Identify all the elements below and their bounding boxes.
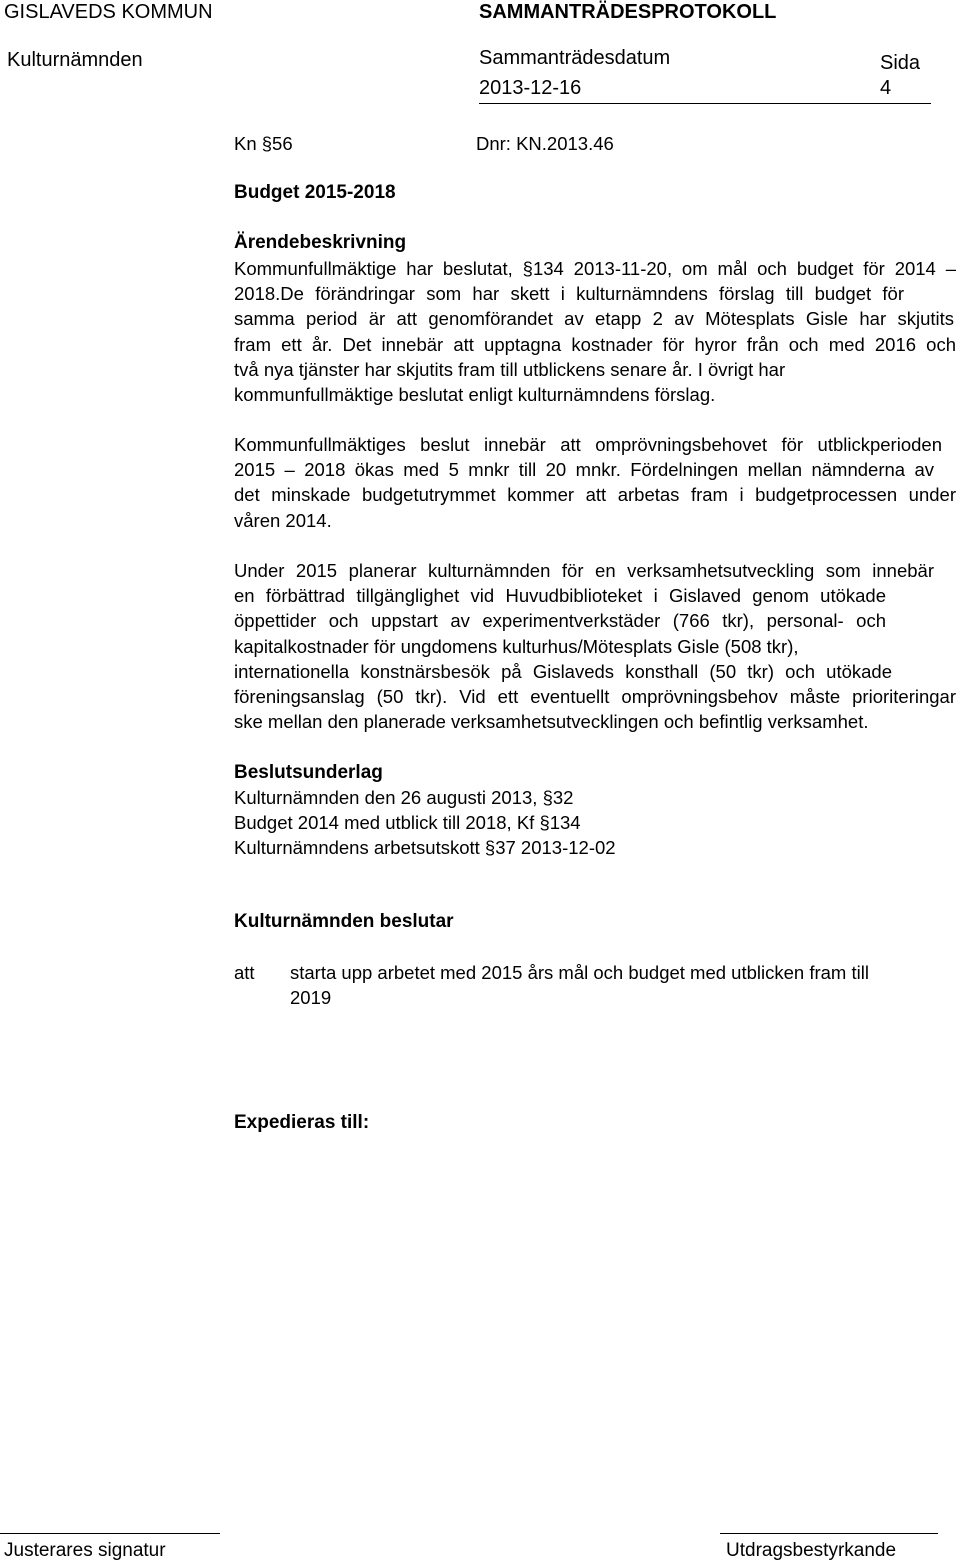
- description-paragraph-3: [234, 558, 956, 734]
- list-item: Kulturnämndens arbetsutskott §37 2013-12-02: [234, 837, 616, 859]
- description-paragraph-1: [234, 256, 956, 407]
- text-line: föreningsanslag (50 tkr). Vid ett eventuellt omprövningsbehov måste prioriteringar: [234, 686, 956, 708]
- signature-label: Justerares signatur: [4, 1540, 166, 1561]
- section-heading-arendebeskrivning: Ärendebeskrivning: [234, 232, 407, 253]
- text-line: 2018.De förändringar som har skett i kulturnämndens förslag till budget för: [234, 283, 904, 305]
- text-line: Kommunfullmäktige har beslutat, §134 2013-11-20, om mål och budget för 2014 –: [234, 258, 956, 279]
- description-paragraph-2: [234, 432, 956, 533]
- footer-rule-left: [0, 1533, 220, 1534]
- text-line: samma period är att genomförandet av etapp 2 av Mötesplats Gisle har skjutits: [234, 308, 954, 330]
- section-heading-beslutsunderlag: Beslutsunderlag: [234, 762, 383, 783]
- section-heading-decision: Kulturnämnden beslutar: [234, 911, 454, 932]
- decision-marker: att: [234, 962, 255, 983]
- meeting-date: 2013-12-16: [479, 77, 582, 99]
- meeting-date-label: Sammanträdesdatum: [479, 47, 671, 69]
- document-type: SAMMANTRÄDESPROTOKOLL: [479, 1, 777, 23]
- footer-rule-right: [720, 1533, 938, 1534]
- list-item: Kulturnämnden den 26 augusti 2013, §32: [234, 787, 574, 808]
- text-line: en förbättrad tillgänglighet vid Huvudbiblioteket i Gislaved genom utökade: [234, 585, 886, 607]
- text-line: fram ett år. Det innebär att upptagna kostnader för hyror från och med 2016 och: [234, 333, 956, 355]
- text-line: ske mellan den planerade verksamhetsutvecklingen och befintlig verksamhet.: [234, 711, 869, 733]
- text-line: internationella konstnärsbesök på Gislaveds konsthall (50 tkr) och utökade: [234, 660, 892, 682]
- text-line: kommunfullmäktige beslutat enligt kulturnämndens förslag.: [234, 384, 716, 406]
- text-line: Kommunfullmäktiges beslut innebär att omprövningsbehovet för utblickperioden: [234, 434, 942, 455]
- municipality-name: GISLAVEDS KOMMUN: [4, 1, 213, 23]
- case-paragraph: Kn §56: [234, 133, 293, 154]
- text-line: våren 2014.: [234, 509, 332, 531]
- section-heading-distribution: Expedieras till:: [234, 1112, 370, 1133]
- text-line: kapitalkostnader för ungdomens kulturhus/Mötesplats Gisle (508 tkr),: [234, 635, 799, 657]
- text-line: två nya tjänster har skjutits fram till utblickens senare år. I övrigt har: [234, 358, 786, 380]
- decision-basis-list: [234, 785, 956, 861]
- text-line: 2015 – 2018 ökas med 5 mnkr till 20 mnkr. Fördelningen mellan nämnderna av: [234, 459, 934, 481]
- text-line: Under 2015 planerar kulturnämnden för en verksamhetsutveckling som innebär: [234, 560, 934, 581]
- certification-label: Utdragsbestyrkande: [726, 1540, 897, 1561]
- decision-text: [290, 960, 950, 1010]
- text-line: det minskade budgetutrymmet kommer att arbetas fram i budgetprocessen under: [234, 484, 956, 506]
- page-number: 4: [880, 77, 892, 99]
- header-rule: [479, 103, 931, 104]
- case-title: Budget 2015-2018: [234, 182, 396, 203]
- case-dnr: Dnr: KN.2013.46: [476, 133, 614, 154]
- list-item: Budget 2014 med utblick till 2018, Kf §134: [234, 812, 581, 834]
- text-line: starta upp arbetet med 2015 års mål och budget med utblicken fram till: [290, 962, 869, 983]
- text-line: öppettider och uppstart av experimentverkstäder (766 tkr), personal- och: [234, 610, 886, 632]
- text-line: 2019: [290, 987, 332, 1009]
- page-label: Sida: [880, 52, 921, 74]
- committee-name: Kulturnämnden: [7, 49, 143, 71]
